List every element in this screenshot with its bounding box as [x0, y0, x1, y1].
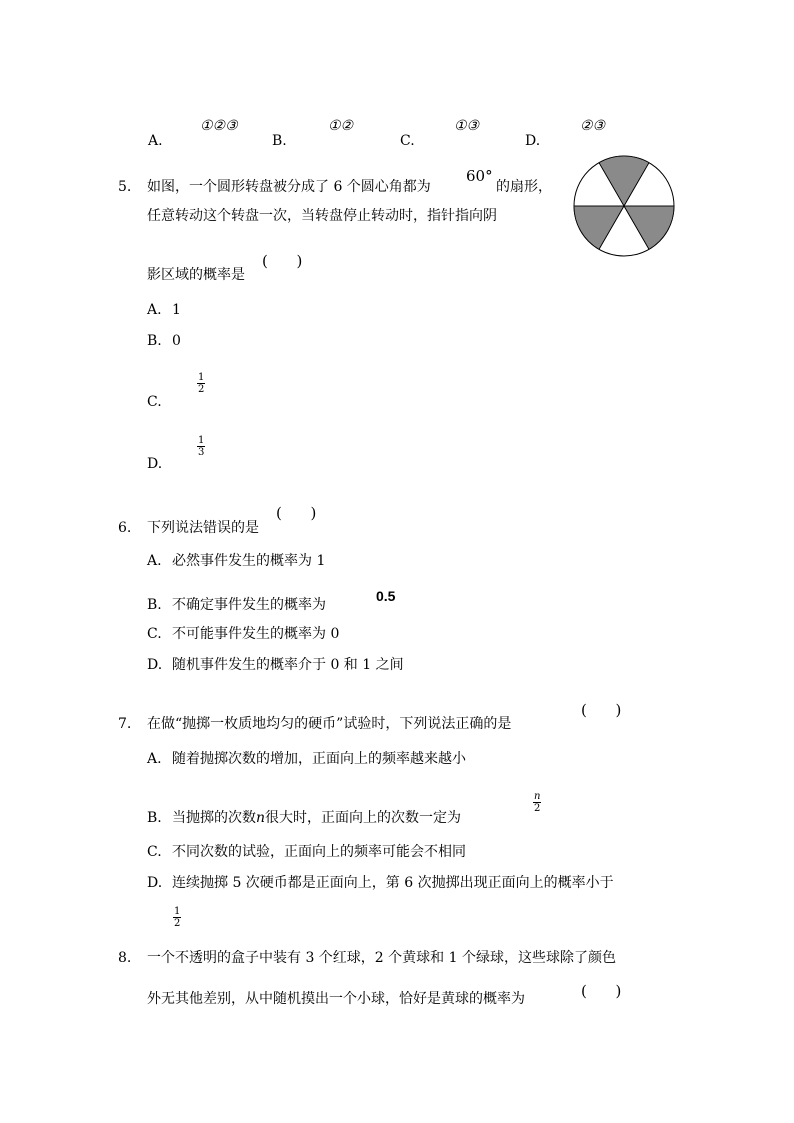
q5-option-b-text: 0 [172, 333, 181, 349]
q7-option-b-post: 很大时，正面向上的次数一定为 [265, 810, 462, 826]
q7-option-a-label: A. [147, 751, 162, 767]
q4-option-c-value: ①③ [454, 118, 480, 134]
q5-option-c-fraction [197, 372, 205, 395]
q7-number: 7. [118, 716, 132, 732]
q7-option-b-pre: 当抛掷的次数 [172, 810, 256, 826]
q8-number: 8. [118, 950, 132, 966]
q5-option-c-label: C. [147, 394, 162, 410]
q7-option-b-label: B. [147, 810, 162, 826]
q7-option-b-text [172, 810, 461, 826]
q6-option-c-label: C. [147, 626, 162, 642]
q5-option-d-label: D. [147, 456, 163, 472]
q6-option-d-text: 随机事件发生的概率介于 0 和 1 之间 [172, 657, 404, 673]
fraction-denominator: 2 [534, 803, 541, 814]
q5-option-a-label: A. [147, 302, 162, 318]
q5-stem-line1-end: 的扇形， [496, 179, 552, 195]
spinner-figure [573, 155, 675, 257]
fraction-denominator: 3 [198, 447, 205, 458]
q7-answer-paren: ( ) [581, 701, 622, 719]
q6-option-a-text: 必然事件发生的概率为 1 [172, 553, 326, 569]
variable-n: n [256, 810, 266, 826]
q4-option-a-label: A. [148, 133, 163, 149]
q6-number: 6. [118, 520, 132, 536]
q6-option-c-text: 不可能事件发生的概率为 0 [172, 626, 340, 642]
q7-stem: 在做“抛掷一枚质地均匀的硬币”试验时，下列说法正确的是 [147, 716, 512, 732]
q7-option-d-text: 连续抛掷 5 次硬币都是正面向上，第 6 次抛掷出现正面向上的概率小于 [172, 875, 614, 891]
q7-option-a-text: 随着抛掷次数的增加，正面向上的频率越来越小 [172, 751, 466, 767]
q4-option-b-value: ①② [328, 118, 354, 134]
q5-option-a-text: 1 [172, 302, 181, 318]
q7-option-d-label: D. [147, 875, 163, 891]
fraction-denominator: 2 [198, 384, 205, 395]
q4-option-b-label: B. [272, 133, 287, 149]
q5-option-b-label: B. [147, 333, 162, 349]
q6-option-d-label: D. [147, 657, 163, 673]
q5-angle: 60° [466, 167, 493, 185]
fraction-numerator: 1 [174, 906, 181, 917]
q4-option-c-label: C. [400, 133, 415, 149]
q4-option-d-label: D. [525, 133, 541, 149]
q7-option-b-fraction [533, 791, 541, 814]
q8-stem-line1: 一个不透明的盒子中装有 3 个红球，2 个黄球和 1 个绿球，这些球除了颜色 [147, 950, 616, 966]
fraction-numerator: 1 [198, 372, 205, 383]
q5-stem-line3: 影区域的概率是 [147, 267, 245, 283]
q6-option-a-label: A. [147, 553, 162, 569]
q6-option-b-value: 0.5 [376, 588, 396, 604]
q8-stem-line2: 外无其他差别，从中随机摸出一个小球，恰好是黄球的概率为 [147, 991, 525, 1007]
q6-option-b-label: B. [147, 597, 162, 613]
fraction-numerator: n [534, 791, 541, 802]
q6-stem: 下列说法错误的是 [147, 520, 259, 536]
fraction-numerator: 1 [198, 435, 205, 446]
q7-option-c-text: 不同次数的试验，正面向上的频率可能会不相同 [172, 844, 466, 860]
q4-option-a-value: ①②③ [200, 118, 238, 134]
q6-answer-paren: ( ) [276, 504, 317, 522]
q5-number: 5. [118, 179, 132, 195]
q5-answer-paren: ( ) [262, 252, 303, 270]
q7-option-c-label: C. [147, 844, 162, 860]
fraction-denominator: 2 [174, 918, 181, 929]
q5-stem-line2: 任意转动这个转盘一次，当转盘停止转动时，指针指向阴 [147, 208, 497, 224]
q8-answer-paren: ( ) [581, 982, 622, 1000]
q7-option-d-fraction [173, 906, 181, 929]
q4-option-d-value: ②③ [580, 118, 606, 134]
q6-option-b-text: 不确定事件发生的概率为 [172, 597, 326, 613]
q5-stem-line1: 如图，一个圆形转盘被分成了 6 个圆心角都为 [147, 179, 431, 195]
q5-option-d-fraction [197, 435, 205, 458]
